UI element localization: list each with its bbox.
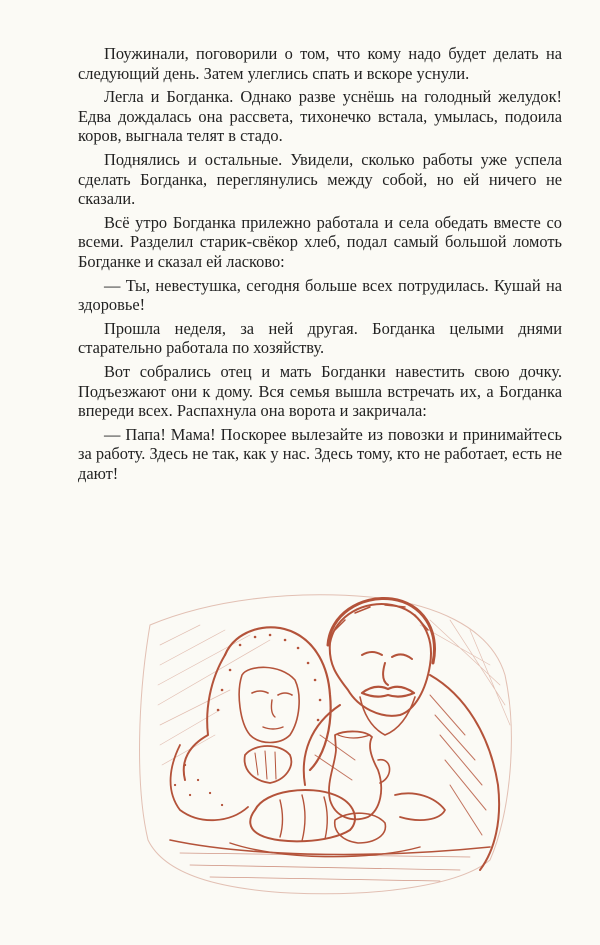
paragraph: Всё утро Богданка прилежно работала и села обедать вместе со всеми. Разделил старик-свёкор хлеб, подал самый большой ломоть Богданке и сказал ей ласково:: [78, 212, 562, 271]
paragraph: Легла и Богданка. Однако разве уснёшь на голодный желудок! Едва дождалась она рассвета, тихонечко встала, умылась, подоила коров, выгнала телят в стадо.: [78, 87, 562, 146]
paragraph: Вот собрались отец и мать Богданки навестить свою дочку. Подъезжают они к дому. Вся семья вышла встречать их, а Богданка впереди всех. Распахнула она ворота и закричала:: [78, 361, 562, 421]
illustration-ink: [140, 595, 512, 894]
paragraph: — Ты, невестушка, сегодня больше всех потрудилась. Кушай на здоровье!: [78, 275, 562, 315]
paragraph: Поднялись и остальные. Увидели, сколько работы уже успела сделать Богданка, переглянулись между собой, но ей ничего не сказали.: [78, 149, 562, 209]
paragraph: — Папа! Мама! Поскорее вылезайте из повозки и принимайтесь за работу. Здесь не так, как у нас. Здесь тому, кто не работает, есть не дают!: [78, 424, 562, 483]
paragraph: Поужинали, поговорили о том, что кому надо будет делать на следующий день. Затем улеглись спать и вскоре уснули.: [78, 44, 562, 83]
paragraph: Прошла неделя, за ней другая. Богданка целыми днями старательно работала по хозяйству.: [78, 318, 562, 358]
illustration-old-man-and-woman-with-bread: [130, 585, 520, 905]
story-text: [78, 44, 562, 487]
